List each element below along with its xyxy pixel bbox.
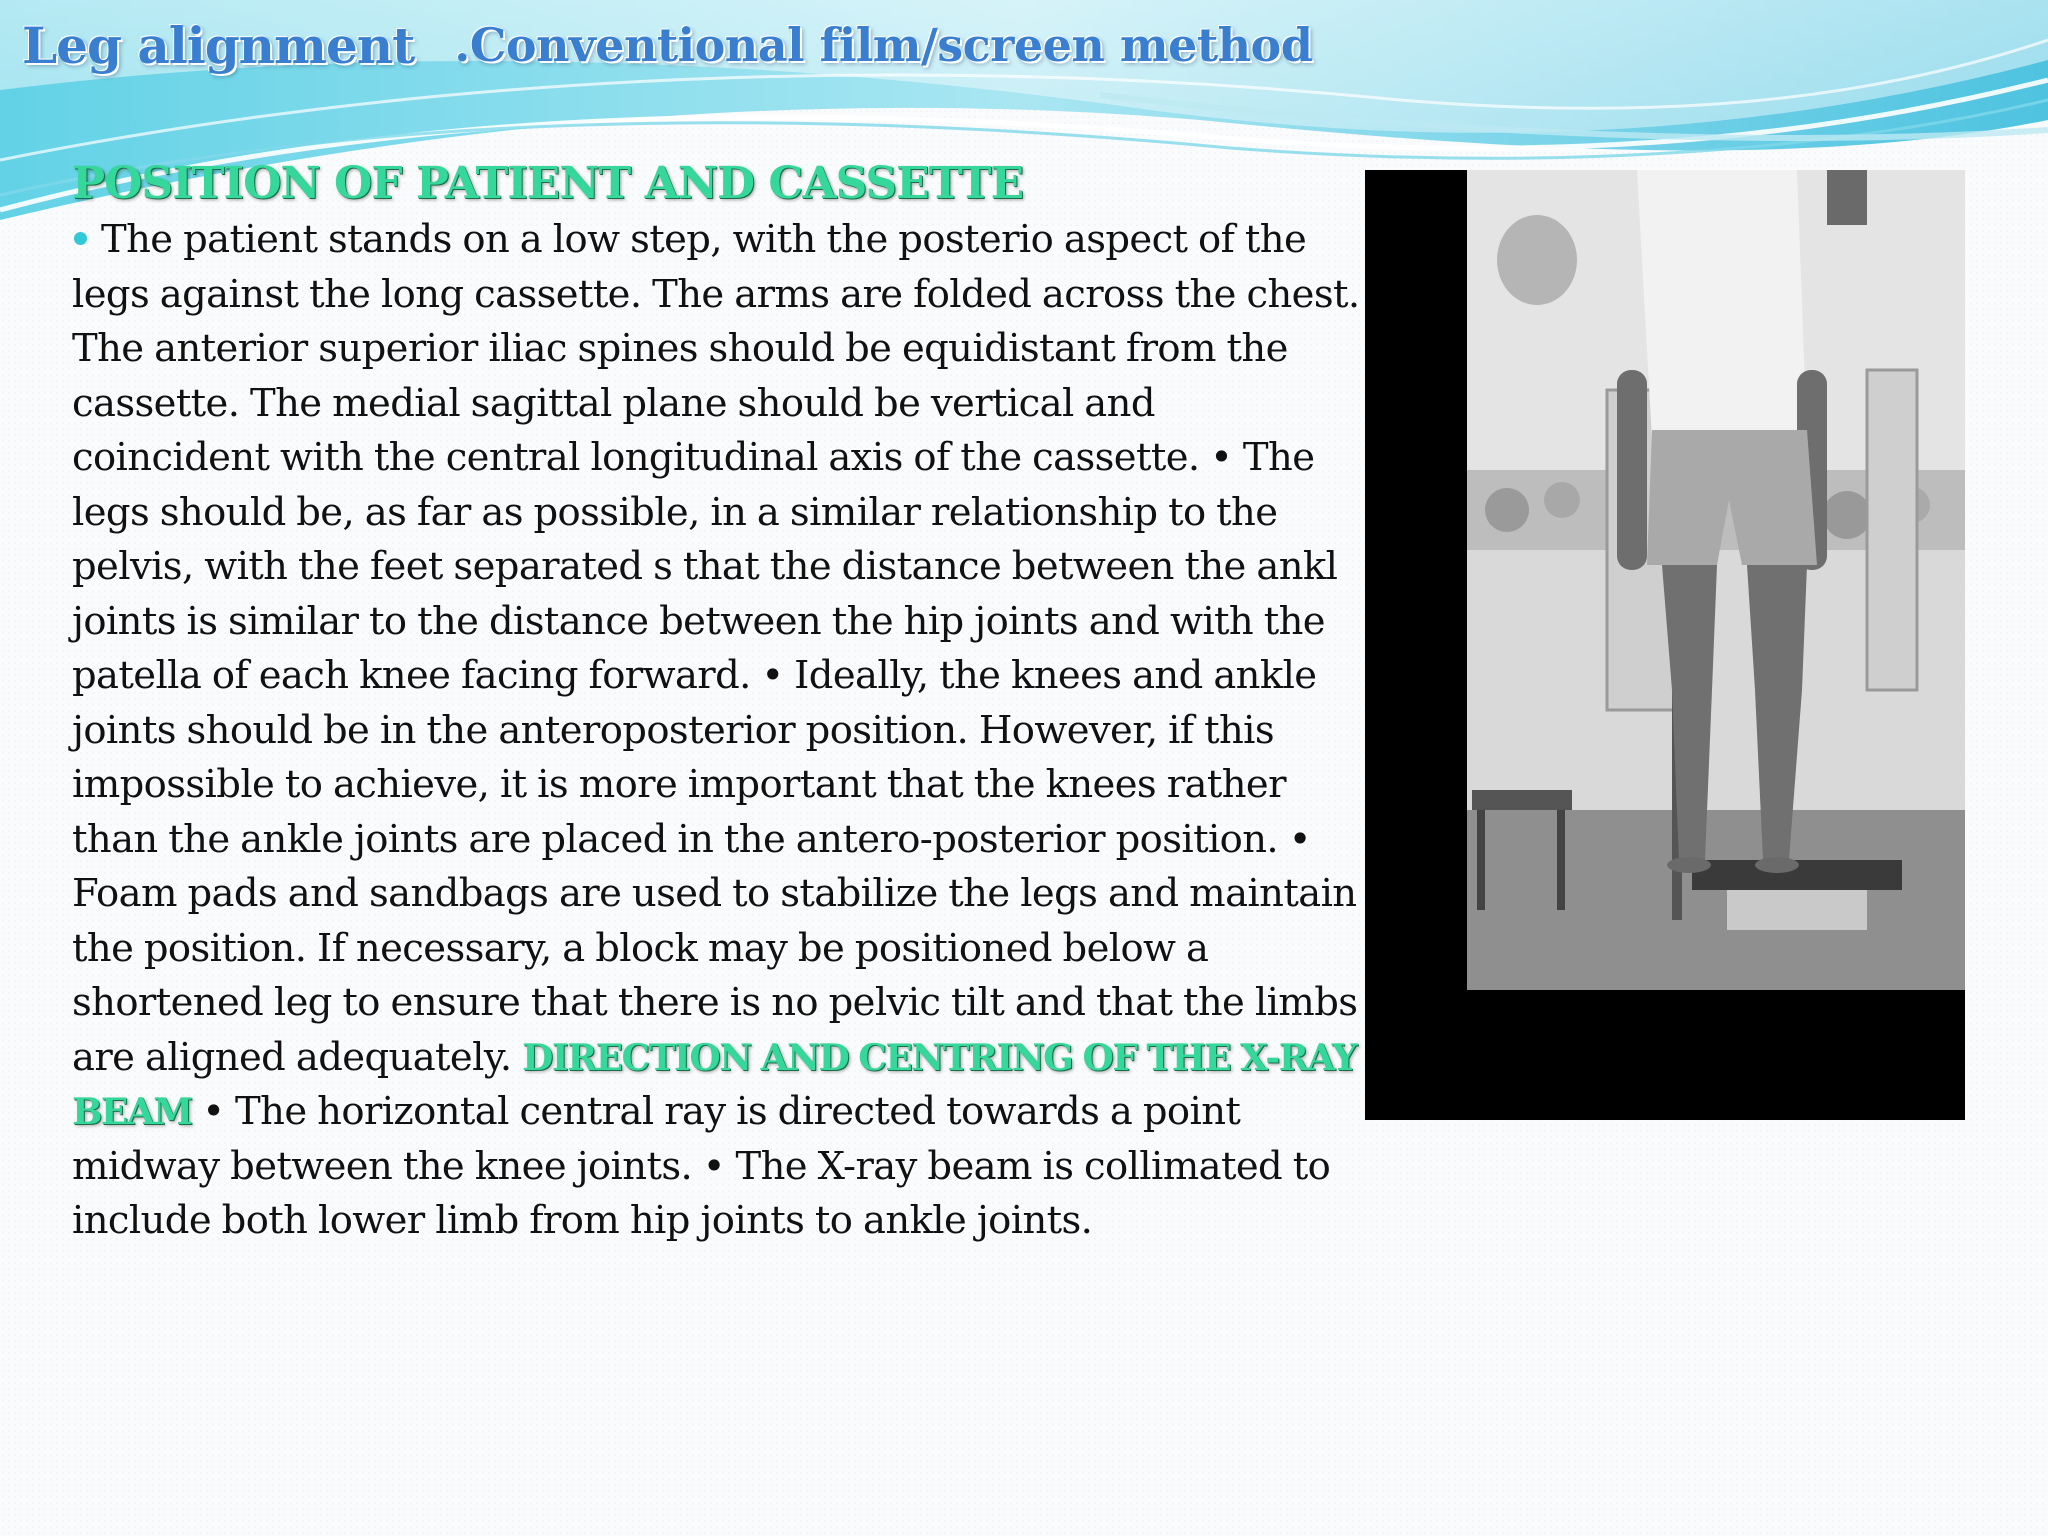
position-text: The patient stands on a low step, with the posterio aspect of the legs against the long cassette. The arms are folded across the chest. The anterior superior iliac spines should be equidistant from the cassette. The medial sagittal plane should be vertical and coincident with the central longitudinal axis of the cassette. • The legs should be, as far as possible, in a similar relationship to the pelvis, with the feet separated s that the distance between the ankl joints is similar to the distance between the hip joints and with the patella of each knee facing forward. • Ideally, the knees and ankle joints should be in the anteroposterior position. However, if this impossible to achieve, it is more important that the knees rather than the ankle joints are placed in the antero-posterior position. • Foam pads and sandbags are used to stabilize the legs and maintain the position. If necessary, a block may be positioned below a shortened leg to ensure that there is no pelvic tilt and that the limbs are aligned adequately. [72, 217, 1360, 1080]
patient-photo [1365, 170, 1965, 1120]
direction-text: • The horizontal central ray is directed towards a point midway between the knee joints. • The X-ray beam is collimated to include both lower limb from hip joints to ankle joints. [72, 1089, 1331, 1243]
section-heading-direction: DIRECTION AND CENTRING OF THE X-RAY BEAM [72, 1036, 1357, 1133]
slide-subtitle: .Conventional film/screen method [454, 18, 1313, 72]
body-paragraph [72, 213, 1362, 1249]
bullet-dot-icon [74, 232, 87, 245]
section-heading-position: POSITION OF PATIENT AND CASSETTE [72, 158, 1024, 209]
slide-title-bar [22, 10, 1312, 80]
slide-title: Leg alignment [22, 15, 415, 75]
patient-standing-illustration [1467, 170, 1965, 990]
slide-content [72, 158, 1362, 1249]
